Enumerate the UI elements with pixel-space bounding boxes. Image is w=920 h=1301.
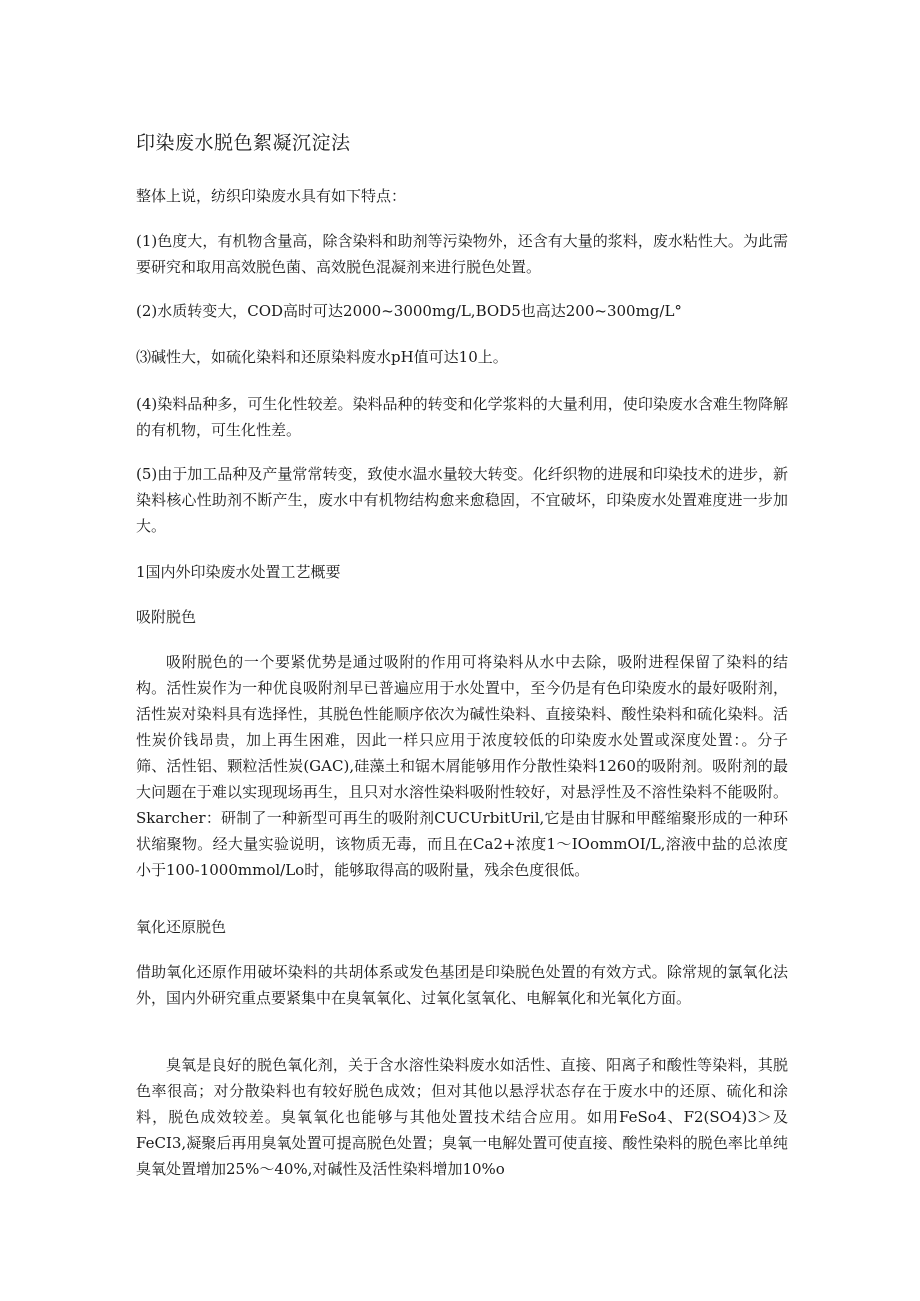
- point-2-paragraph: (2)水质转变大，COD高时可达2000~3000mg/L,BOD5也高达200~300mg/L°: [136, 302, 682, 320]
- ozone-paragraph: 臭氧是良好的脱色氧化剂，关于含水溶性染料废水如活性、直接、阳离子和酸性等染料，其脱色率很高；对分散染料也有较好脱色成效；但对其他以悬浮状态存在于废水中的还原、硫化和涂料，脱色成效较差。臭氧氧化也能够与其他处置技术结合应用。如用FeSo4、F2(SO4)3＞及FeCI3,凝聚后再用臭氧处置可提高脱色处置；臭氧一电解处置可使直接、酸性染料的脱色率比单纯臭氧处置增加25%～40%,对碱性及活性染料增加10%o: [136, 1056, 788, 1178]
- section-1-heading: 1国内外印染废水处置工艺概要: [136, 563, 341, 581]
- redox-subheading: 氧化还原脱色: [136, 918, 227, 936]
- point-4-paragraph: (4)染料品种多，可生化性较差。染料品种的转变和化学浆料的大量利用，使印染废水含难生物降解的有机物，可生化性差。: [136, 395, 788, 439]
- adsorption-paragraph: 吸附脱色的一个要紧优势是通过吸附的作用可将染料从水中去除，吸附进程保留了染料的结构。活性炭作为一种优良吸附剂早已普遍应用于水处置中，至今仍是有色印染废水的最好吸附剂，活性炭对染料具有选择性，其脱色性能顺序依次为碱性染料、直接染料、酸性染料和硫化染料。活性炭价钱昂贵，加上再生困难，因此一样只应用于浓度较低的印染废水处置或深度处置：。分子筛、活性铝、颗粒活性炭(GAC),硅藻土和锯木屑能够用作分散性染料1260的吸附剂。吸附剂的最大问题在于难以实现现场再生，且只对水溶性染料吸附性较好，对悬浮性及不溶性染料不能吸附。Skarcher：研制了一种新型可再生的吸附剂CUCUrbitUril,它是由甘脲和甲醛缩聚形成的一种环状缩聚物。经大量实验说明，该物质无毒，而且在Ca2+浓度1～IOommOI/L,溶液中盐的总浓度小于100-1000mmol/Lo时，能够取得高的吸附量，残余色度很低。: [136, 653, 788, 879]
- point-5-paragraph: (5)由于加工品种及产量常常转变，致使水温水量较大转变。化纤织物的进展和印染技术的进步，新染料核心性助剂不断产生，废水中有机物结构愈来愈稳固，不宜破坏，印染废水处置难度进一步加大。: [136, 465, 788, 535]
- redox-paragraph: 借助氧化还原作用破坏染料的共胡体系或发色基团是印染脱色处置的有效方式。除常规的氯氧化法外，国内外研究重点要紧集中在臭氧氧化、过氧化氢氧化、电解氧化和光氧化方面。: [136, 963, 788, 1007]
- point-3-paragraph: ⑶碱性大，如硫化染料和还原染料废水pH值可达10上。: [136, 348, 508, 366]
- point-1-paragraph: (1)色度大，有机物含量高，除含染料和助剂等污染物外，还含有大量的浆料，废水粘性大。为此需要研究和取用高效脱色菌、高效脱色混凝剂来进行脱色处置。: [136, 232, 788, 276]
- adsorption-subheading: 吸附脱色: [136, 608, 197, 626]
- intro-paragraph: 整体上说，纺织印染废水具有如下特点：: [136, 187, 407, 205]
- document-title: 印染废水脱色絮凝沉淀法: [136, 132, 351, 154]
